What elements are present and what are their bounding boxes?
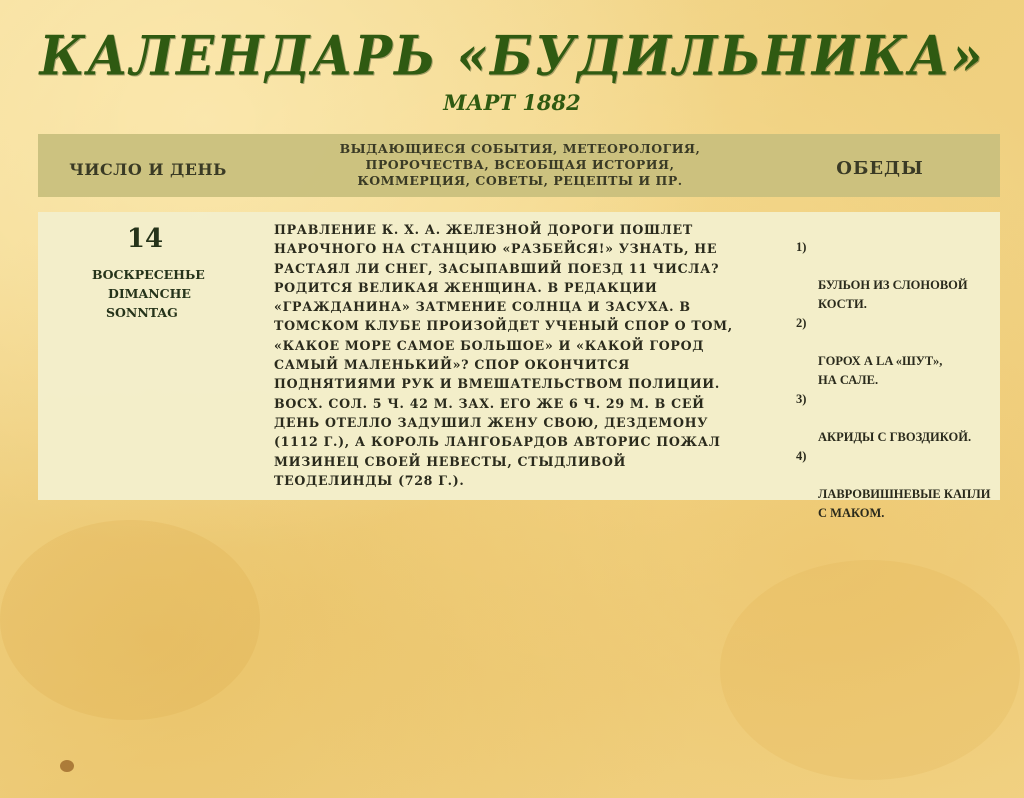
events-line: ВОСХ. СОЛ. 5 Ч. 42 М. ЗАХ. ЕГО ЖЕ 6 Ч. 29 М. В СЕЙ [274, 395, 705, 411]
lunch-item-text: БУЛЬОН ИЗ СЛОНОВОЙ КОСТИ. [818, 278, 968, 311]
events-line: ПОДНЯТИЯМИ РУК И ВМЕШАТЕЛЬСТВОМ ПОЛИЦИИ. [274, 376, 720, 392]
header-events-line: ПРОРОЧЕСТВА, ВСЕОБЩАЯ ИСТОРИЯ, [365, 157, 675, 172]
day-number: 14 [126, 224, 164, 254]
header-events-column [330, 141, 710, 189]
events-line: МИЗИНЕЦ СВОЕЙ НЕВЕСТЫ, СТЫДЛИВОЙ [274, 453, 627, 469]
page-title: КАЛЕНДАРЬ «БУДИЛЬНИКА» [39, 23, 985, 88]
page-subtitle: МАРТ 1882 [443, 90, 581, 115]
day-name-russian: ВОСКРЕСЕНЬЕ [92, 267, 205, 282]
lunch-item-text: ГОРОХ А LA «ШУТ», НА САЛЕ. [818, 354, 943, 387]
header-events-line: ВЫДАЮЩИЕСЯ СОБЫТИЯ, МЕТЕОРОЛОГИЯ, [339, 141, 701, 156]
header-lunch-column: ОБЕДЫ [836, 158, 924, 179]
day-names [75, 265, 235, 322]
events-line: «КАКОЕ МОРЕ САМОЕ БОЛЬШОЕ» И «КАКОЙ ГОРОД [274, 337, 705, 353]
events-line: САМЫЙ МАЛЕНЬКИЙ»? СПОР ОКОНЧИТСЯ [274, 357, 631, 373]
events-line: ДЕНЬ ОТЕЛЛО ЗАДУШИЛ ЖЕНУ СВОЮ, ДЕЗДЕМОНУ [274, 414, 709, 430]
day-name-german: SONNTAG [106, 305, 178, 320]
lunch-item [796, 314, 996, 390]
events-text [274, 220, 774, 490]
lunch-item [796, 238, 996, 314]
lunch-item-text: ЛАВРОВИШНЕВЫЕ КАПЛИ С МАКОМ. [818, 487, 991, 520]
header-events-line: КОММЕРЦИЯ, СОВЕТЫ, РЕЦЕПТЫ И ПР. [357, 173, 683, 188]
events-line: ТЕОДЕЛИНДЫ (728 Г.). [274, 472, 465, 488]
events-line: НАРОЧНОГО НА СТАНЦИЮ «РАЗБЕЙСЯ!» УЗНАТЬ, НЕ [274, 241, 718, 257]
paper-stain [720, 560, 1020, 780]
lunch-item-text: АКРИДЫ С ГВОЗДИКОЙ. [818, 430, 972, 444]
lunch-menu-list [796, 238, 996, 523]
lunch-item [796, 447, 996, 523]
header-day-column: ЧИСЛО И ДЕНЬ [69, 160, 227, 179]
paper-stain [0, 520, 260, 720]
events-line: ТОМСКОМ КЛУБЕ ПРОИЗОЙДЕТ УЧЕНЫЙ СПОР О ТОМ, [274, 318, 733, 334]
lunch-item [796, 390, 996, 447]
events-line: ПРАВЛЕНИЕ К. Х. А. ЖЕЛЕЗНОЙ ДОРОГИ ПОШЛЕТ [274, 222, 693, 237]
lunch-item-number: 3) [796, 392, 807, 406]
events-line: «ГРАЖДАНИНА» ЗАТМЕНИЕ СОЛНЦА И ЗАСУХА. В [274, 299, 691, 315]
events-line: (1112 Г.), А КОРОЛЬ ЛАНГОБАРДОВ АВТОРИС ПОЖАЛ [274, 434, 721, 450]
events-line: РОДИТСЯ ВЕЛИКАЯ ЖЕНЩИНА. В РЕДАКЦИИ [274, 279, 658, 295]
day-name-french: DIMANCHE [108, 286, 191, 301]
events-line: РАСТАЯЛ ЛИ СНЕГ, ЗАСЫПАВШИЙ ПОЕЗД 11 ЧИСЛА? [274, 260, 720, 276]
lunch-item-number: 1) [796, 240, 807, 254]
lunch-item-number: 2) [796, 316, 807, 330]
paper-stain [60, 760, 74, 772]
lunch-item-number: 4) [796, 449, 807, 463]
